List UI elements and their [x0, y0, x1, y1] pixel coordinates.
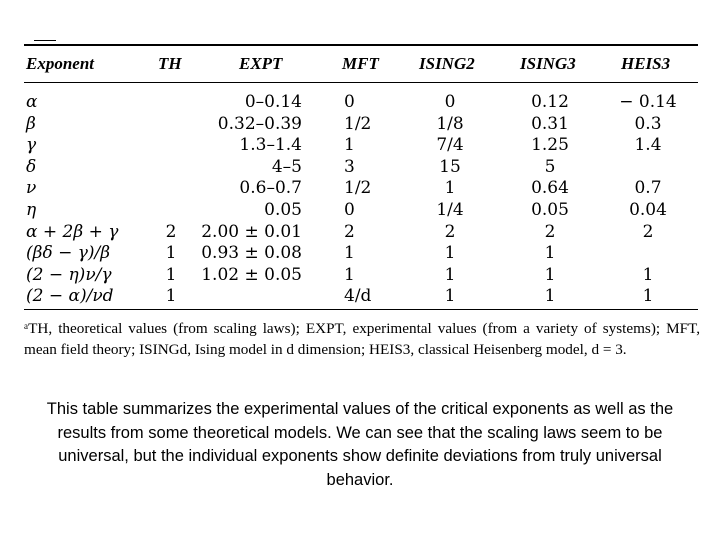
table-cell-heis3: − 0.14	[619, 92, 677, 112]
table-cell-ising2: 1	[444, 243, 456, 264]
table-cell-mft: 1	[344, 243, 355, 264]
table-cell-exponent: γ	[26, 135, 37, 156]
table-cell-heis3: 1	[642, 264, 654, 285]
table-cell-ising3: 0.12	[531, 92, 569, 112]
header-mft: MFT	[342, 54, 379, 73]
table-cell-mft: 3	[344, 156, 355, 177]
table-cell-heis3: 0.7	[634, 178, 662, 199]
table-footnote: ᵃTH, theoretical values (from scaling laws); EXPT, experimental values (from a variety of systems); MFT, mean field theory; ISINGd, Ising model in d dimension; HEIS3, classical Heisenberg model, d = 3.	[24, 320, 700, 358]
table-cell-expt: 0.05	[264, 200, 302, 220]
header-expt: EXPT	[239, 54, 283, 73]
table-cell-heis3: 1	[642, 286, 654, 307]
table-cell-ising3: 0.64	[531, 178, 569, 199]
table-cell-ising3: 1	[544, 243, 556, 264]
table-cell-heis3: 0.04	[629, 200, 667, 220]
table-cell-expt: 4–5	[271, 156, 302, 177]
table-cell-ising2: 1	[444, 286, 456, 307]
table-cell-exponent: ν	[26, 178, 37, 199]
table-cell-ising2: 7/4	[436, 135, 464, 156]
table-cell-expt: 0.6–0.7	[239, 178, 302, 199]
table-cell-expt: 0–0.14	[244, 92, 302, 112]
table-cell-expt: 1.02 ± 0.05	[201, 264, 302, 285]
header-ising2: ISING2	[419, 54, 475, 73]
table-cell-heis3: 2	[642, 221, 654, 242]
table-cell-th: 1	[165, 264, 177, 285]
table-cell-heis3: 0.3	[634, 113, 662, 134]
table-cell-mft: 0	[344, 92, 355, 112]
table-header-rule	[24, 82, 698, 83]
scan-mark	[34, 40, 56, 41]
table-cell-exponent: β	[26, 113, 36, 134]
table-cell-exponent: (2 − α)/νd	[26, 286, 114, 307]
header-exponent: Exponent	[26, 54, 95, 73]
table-cell-mft: 0	[344, 200, 355, 220]
table-cell-exponent: (βδ − γ)/β	[26, 243, 111, 264]
table-cell-th: 2	[165, 221, 177, 242]
table-cell-mft: 1	[344, 264, 355, 285]
table-cell-th: 1	[165, 243, 177, 264]
table-cell-exponent: η	[26, 200, 37, 220]
table-cell-exponent: α	[26, 92, 38, 112]
table-cell-ising2: 1	[444, 178, 456, 199]
header-ising3: ISING3	[520, 54, 576, 73]
table-cell-exponent: δ	[26, 156, 37, 177]
table-cell-expt: 1.3–1.4	[239, 135, 302, 156]
table-cell-ising3: 1	[544, 286, 556, 307]
header-th: TH	[158, 54, 182, 73]
table-cell-ising2: 1	[444, 264, 456, 285]
table-cell-ising2: 0	[444, 92, 456, 112]
table-cell-mft: 2	[344, 221, 355, 242]
table-cell-ising3: 1	[544, 264, 556, 285]
header-heis3: HEIS3	[621, 54, 671, 73]
table-cell-mft: 1/2	[344, 113, 372, 134]
table-cell-mft: 1	[344, 135, 355, 156]
table-cell-ising3: 1.25	[531, 135, 569, 156]
table-cell-expt: 0.32–0.39	[217, 113, 302, 134]
table-cell-ising2: 1/8	[436, 113, 464, 134]
table-cell-ising3: 0.05	[531, 200, 569, 220]
table-cell-mft: 4/d	[344, 286, 372, 307]
table-cell-ising3: 2	[544, 221, 556, 242]
table-cell-exponent: (2 − η)ν/γ	[26, 264, 112, 285]
table-cell-ising2: 1/4	[436, 200, 464, 220]
table-cell-expt: 0.93 ± 0.08	[201, 243, 302, 264]
table-cell-th: 1	[165, 286, 177, 307]
table-cell-ising2: 15	[439, 156, 461, 177]
table-cell-expt: 2.00 ± 0.01	[201, 221, 302, 242]
table-cell-ising2: 2	[444, 221, 456, 242]
slide-caption: This table summarizes the experimental values of the critical exponents as well as the results from some theoretical models. We can see that the scaling laws seem to be universal, but the individual exponents show definite deviations from truly universal behavior.	[46, 400, 674, 489]
table-cell-mft: 1/2	[344, 178, 372, 199]
table-footer-rule	[24, 309, 698, 310]
table-cell-exponent: α + 2β + γ	[26, 221, 119, 242]
table-cell-ising3: 5	[544, 156, 556, 177]
table-top-rule	[24, 44, 698, 46]
table-cell-heis3: 1.4	[634, 135, 662, 156]
table-cell-ising3: 0.31	[531, 113, 569, 134]
